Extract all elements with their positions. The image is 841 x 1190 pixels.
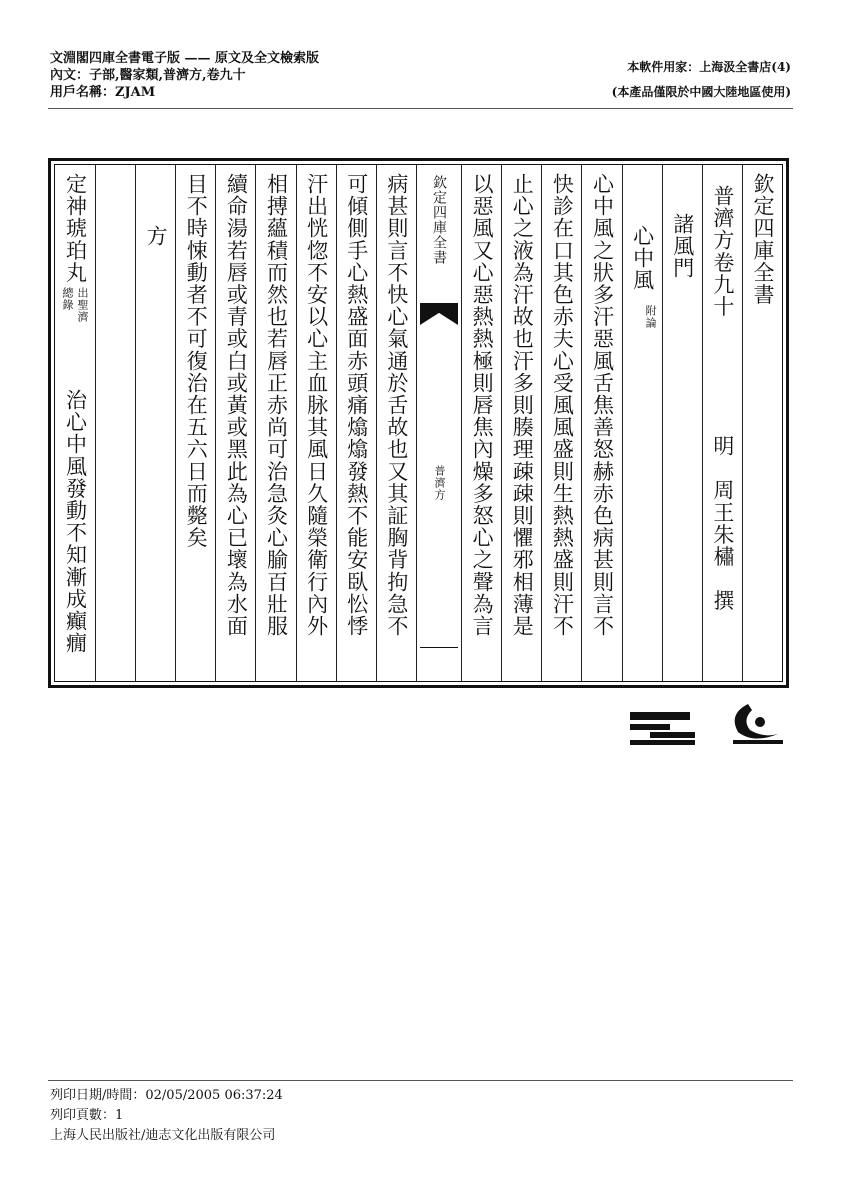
column-heading: 心中風 附論 <box>622 165 662 681</box>
column-text: 心中風之狀多汗惡風舌焦善怒赫赤色病甚則言不 <box>581 165 621 681</box>
footer-divider <box>48 1080 793 1081</box>
column-text: 目不時悚動者不可復治在五六日而斃矣 <box>175 165 215 681</box>
header-licensee: 本軟件用家：上海汲全書店(4) <box>627 60 791 74</box>
page-frame <box>48 158 789 688</box>
header-user: 用戶名稱：ZJAM <box>50 85 156 100</box>
footer <box>50 1086 283 1146</box>
column-volume: 普濟方卷九十 明 周王朱橚 撰 <box>702 165 742 681</box>
column-book-title: 欽定四庫全書 <box>742 165 782 681</box>
publisher-logo-icon <box>628 700 793 750</box>
banner-title: 欽定四庫全書 <box>430 175 447 265</box>
banner-subtitle: 普濟方 <box>432 465 446 501</box>
header-right <box>612 55 791 105</box>
column-text: 續命湯若唇或青或白或黃或黑此為心已壞為水面 <box>215 165 255 681</box>
column-text: 汗出恍惚不安以心主血脉其風日久隨榮衛行內外 <box>296 165 336 681</box>
banner-column <box>416 165 461 681</box>
banner-rule <box>420 647 458 648</box>
publisher-line: 上海人民出版社/迪志文化出版有限公司 <box>50 1128 276 1143</box>
column-text: 病甚則言不快心氣通於舌故也又其証胸背拘急不 <box>376 165 416 681</box>
header-left <box>50 50 319 101</box>
column-prescription: 定神琥珀丸 出聖濟 總錄 治心中風發動不知漸成癲癇 <box>60 173 89 655</box>
column-text: 相搏蘊積而然也若唇正赤尚可治急灸心腧百壯服 <box>255 165 295 681</box>
print-page-count: 列印頁數：1 <box>50 1108 124 1123</box>
source-note-a: 出聖濟 <box>75 287 89 323</box>
column-empty <box>95 165 135 681</box>
print-datetime: 列印日期/時間：02/05/2005 06:37:24 <box>50 1088 283 1103</box>
column-text: 快診在口其色赤夫心受風風盛則生熱熱盛則汗不 <box>541 165 581 681</box>
header-divider <box>48 108 793 109</box>
text-columns <box>54 164 783 682</box>
column-text: 止心之液為汗故也汗多則腠理疎疎則懼邪相薄是 <box>501 165 541 681</box>
column-section: 諸風門 <box>662 165 702 681</box>
header-title: 文淵閣四庫全書電子版 —— 原文及全文檢索版 <box>50 51 320 66</box>
column-fang: 方 <box>135 165 175 681</box>
column-text: 以惡風又心惡熱熱極則唇焦內燥多怒心之聲為言 <box>461 165 501 681</box>
fishtail-mark-icon <box>420 303 458 325</box>
source-note-b: 總錄 <box>60 287 74 311</box>
header-content-path: 內文：子部,醫家類,普濟方,卷九十 <box>50 68 246 83</box>
column-text: 可傾側手心熱盛面赤頭痛熻熻發熱不能安臥忪悸 <box>336 165 376 681</box>
header-region-note: (本產品僅限於中國大陸地區使用) <box>611 85 791 99</box>
